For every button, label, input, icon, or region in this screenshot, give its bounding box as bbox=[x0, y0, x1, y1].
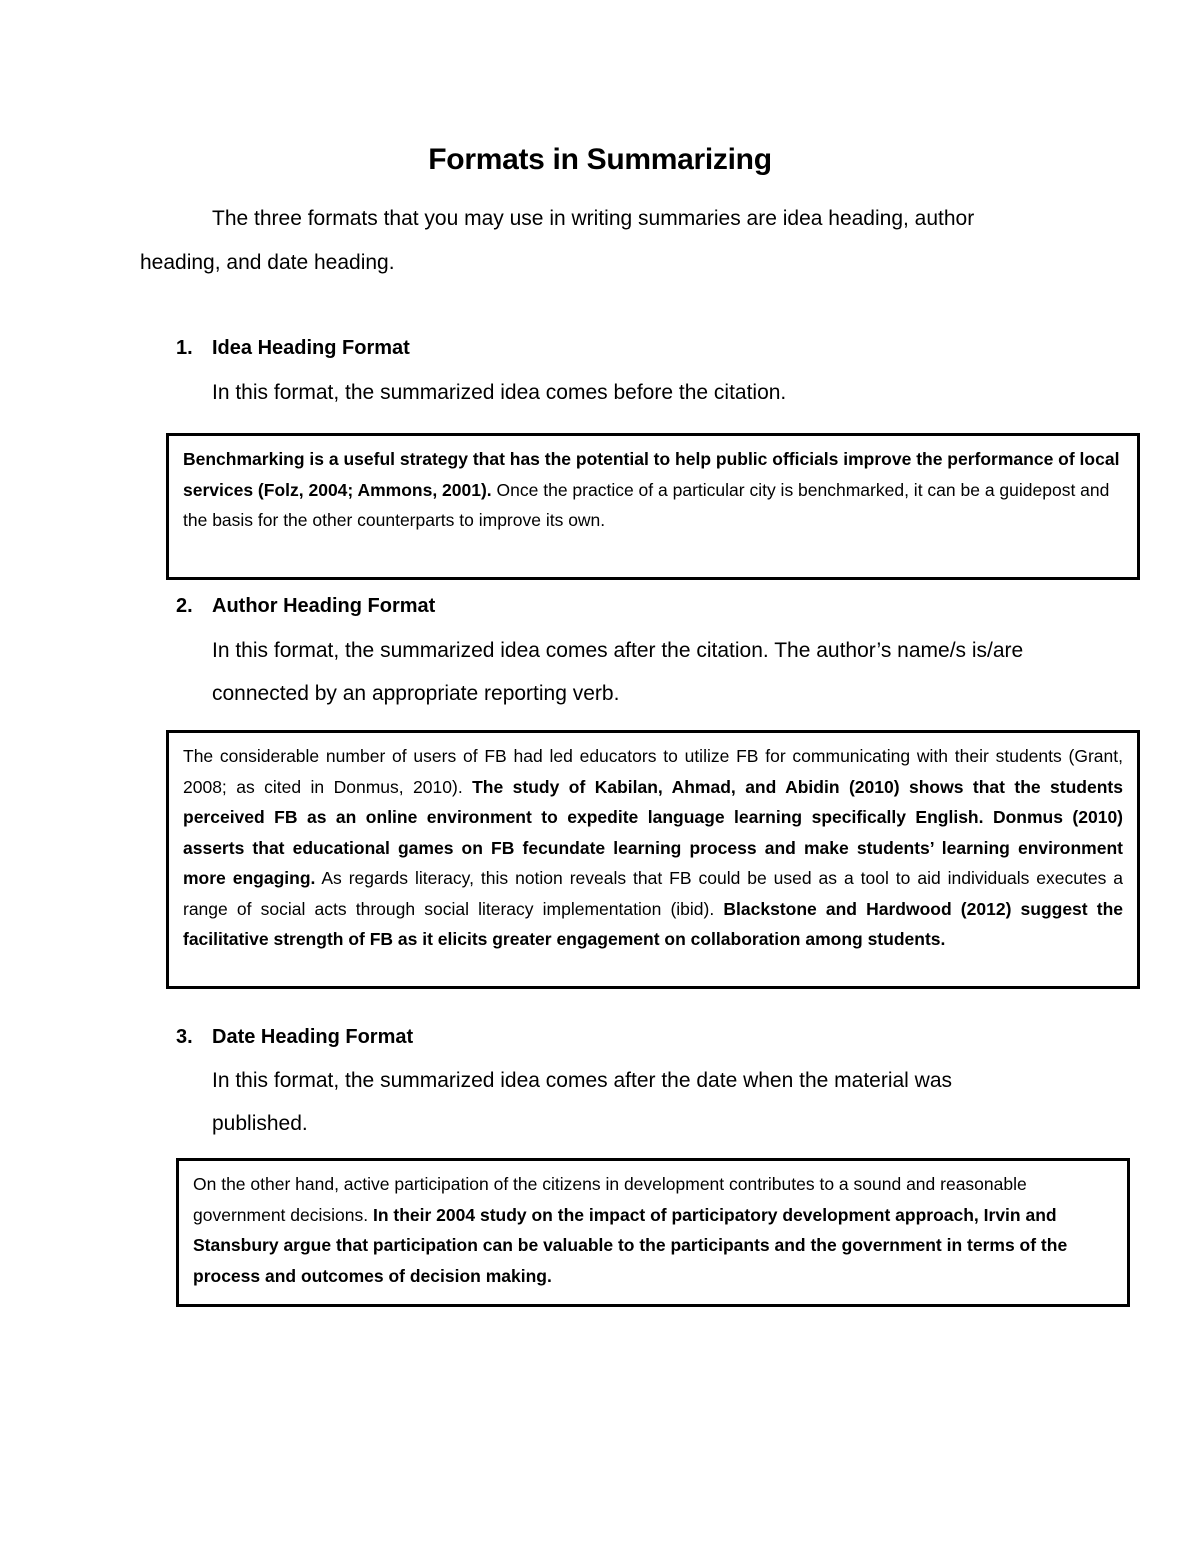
section-heading-text: Idea Heading Format bbox=[212, 337, 410, 359]
example-normal-text: On the other hand, active participation of the citizens in development contributes to a sound and reasonable government decisions. bbox=[193, 1174, 1027, 1225]
intro-text-line-1: The three formats that you may use in writing summaries are idea heading, author bbox=[212, 207, 975, 230]
section-heading-author bbox=[176, 595, 435, 618]
section-heading-date bbox=[176, 1026, 413, 1049]
example-box-date-heading bbox=[176, 1158, 1130, 1307]
section-heading-text: Author Heading Format bbox=[212, 595, 436, 617]
section-number: 1. bbox=[176, 337, 193, 359]
section-number: 3. bbox=[176, 1026, 193, 1048]
section-description-line-1: In this format, the summarized idea comes after the date when the material was bbox=[212, 1069, 953, 1092]
example-box-author-heading bbox=[166, 730, 1140, 989]
example-normal-text: The considerable number of users of FB had led educators to utilize FB for communicating with their students (Grant, 2008; as cited in Donmus, 2010). bbox=[183, 746, 1123, 797]
example-normal-text: Once the practice of a particular city is benchmarked, it can be a guidepost and the basis for the other counterparts to improve its own. bbox=[183, 479, 1110, 530]
example-bold-text: Benchmarking is a useful strategy that has the potential to help public officials improve the performance of local services (Folz, 2004; Ammons, 2001). bbox=[183, 449, 1120, 500]
section-heading-idea bbox=[176, 337, 410, 360]
section-description-line-1: In this format, the summarized idea comes after the citation. The author’s name/s is/are bbox=[212, 639, 1024, 662]
example-text bbox=[183, 741, 1123, 955]
section-description: In this format, the summarized idea comes before the citation. bbox=[212, 381, 787, 404]
section-number: 2. bbox=[176, 595, 193, 617]
example-normal-text: As regards literacy, this notion reveals that FB could be used as a tool to aid individuals executes a range of social acts through social literacy implementation (ibid). bbox=[183, 868, 1123, 919]
page-title: Formats in Summarizing bbox=[428, 143, 772, 176]
example-text bbox=[193, 1169, 1113, 1291]
example-bold-text: The study of Kabilan, Ahmad, and Abidin (2010) shows that the students perceived FB as an online environment to expedite language learning specifically English. Donmus (2010) asserts that educational games on FB fecundate learning process and make students’ learning environment more engaging. bbox=[183, 776, 1123, 888]
section-heading-text: Date Heading Format bbox=[212, 1026, 414, 1048]
section-description-line-2: connected by an appropriate reporting verb. bbox=[212, 682, 620, 705]
example-bold-text: In their 2004 study on the impact of participatory development approach, Irvin and Stansbury argue that participation can be valuable to the participants and the government in terms of the process and outcomes of decision making. bbox=[193, 1204, 1068, 1286]
intro-text-line-2: heading, and date heading. bbox=[140, 251, 395, 274]
example-bold-text: Blackstone and Hardwood (2012) suggest the facilitative strength of FB as it elicits greater engagement on collaboration among students. bbox=[183, 898, 1124, 949]
section-description-line-2: published. bbox=[212, 1112, 308, 1135]
example-text bbox=[183, 444, 1123, 536]
example-box-idea-heading bbox=[166, 433, 1140, 580]
